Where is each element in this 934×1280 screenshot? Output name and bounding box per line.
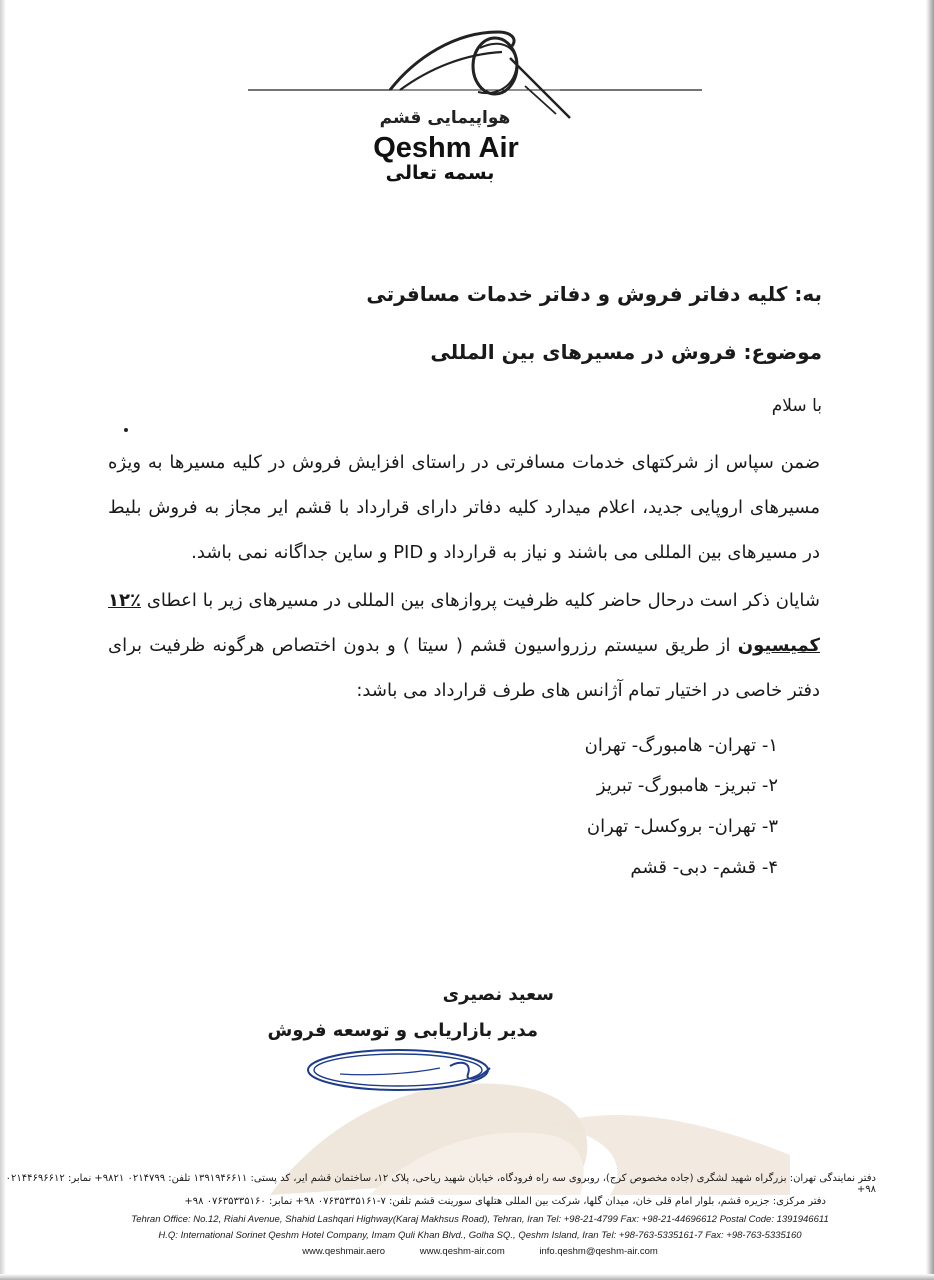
logo-farsi-text: هواپیمایی قشم bbox=[379, 108, 511, 128]
route-item: ۳- تهران- بروکسل- تهران bbox=[586, 816, 778, 837]
footer-link-aero[interactable]: www.qeshmair.aero bbox=[302, 1246, 386, 1257]
footer-hq-farsi: دفتر مرکزی: جزیره قشم، بلوار امام قلی خان، میدان گلها، شرکت بین المللی هتلهای سورینت قشم تلفن: ۷-۰۷۶۳۵۳۳۵۱۶۱ ۹۸+ نمابر: ۰۷۶۳۵۳۳۵۱۶۰ ۹۸+ bbox=[184, 1196, 826, 1207]
footer-links bbox=[100, 1246, 860, 1257]
scan-edge-bottom bbox=[0, 1274, 934, 1280]
route-item: ۲- تبریز- هامبورگ- تبریز bbox=[596, 775, 778, 796]
basmeh-heading: بسمه تعالی bbox=[385, 162, 495, 184]
handwritten-signature-icon bbox=[300, 1040, 530, 1100]
scan-edge-right bbox=[926, 0, 934, 1280]
body-paragraph-1: ضمن سپاس از شرکتهای خدمات مسافرتی در راستای افزایش فروش در کلیه مسیرها به ویژه مسیرهای اروپایی جدید، اعلام میدارد کلیه دفاتر دارای قرارداد با قشم ایر مجاز به فروش بلیط در مسیرهای بین المللی می باشند و نیاز به قرارداد و PID و ساین جداگانه نمی باشد. bbox=[108, 452, 820, 563]
paragraph-2-part-1: شایان ذکر است درحال حاضر کلیه ظرفیت پروازهای بین المللی در مسیرهای زیر با اعطای bbox=[146, 590, 820, 611]
footer-hq-english: H.Q: International Sorinet Qeshm Hotel Company, Imam Quli Khan Blvd., Golha SQ., Qeshm Island, Iran Tel: +98-763-5335161-7 Fax: +98-763-5335160 bbox=[158, 1230, 802, 1241]
paragraph-2-part-2: از طریق سیستم رزرواسیون قشم ( سیتا ) و بدون اختصاص هرگونه ظرفیت برای دفتر خاصی در اختیار تمام آژانس های طرف قرارداد می باشد: bbox=[108, 635, 820, 701]
footer-link-email[interactable]: info.qeshm@qeshm-air.com bbox=[539, 1246, 658, 1257]
recipient-line: به: کلیه دفاتر فروش و دفاتر خدمات مسافرتی bbox=[366, 282, 822, 306]
greeting: با سلام bbox=[771, 396, 822, 416]
logo-english-text: Qeshm Air bbox=[373, 132, 519, 164]
body-paragraph-2 bbox=[108, 578, 820, 713]
footer-tehran-english: Tehran Office: No.12, Riahi Avenue, Shahid Lashqari Highway(Karaj Makhsus Road), Tehran, Iran Tel: +98-21-4799 Fax: +98-21-44696612 Postal Code: 1391946611 bbox=[131, 1214, 829, 1225]
commission-highlight: ٪۱۲ کمیسیون bbox=[108, 590, 820, 656]
ink-dot bbox=[124, 428, 128, 432]
footer-tehran-farsi: دفتر نمایندگی تهران: بزرگراه شهید لشگری (جاده مخصوص کرج)، روبروی سه راه فرودگاه، خیابان شهید ریاحی، پلاک ۱۲، ساختمان قشم ایر، کد پستی: ۱۳۹۱۹۴۶۶۱۱ تلفن: ۰۲۱۴۷۹۹ ۹۸۲۱+ نمابر: ۰۲۱۴۴۶۹۶۶۱۲ ۹۸+ bbox=[5, 1173, 876, 1195]
subject-line: موضوع: فروش در مسیرهای بین المللی bbox=[430, 340, 822, 364]
route-item: ۴- قشم- دبی- قشم bbox=[630, 857, 778, 878]
signer-name: سعید نصیری bbox=[442, 984, 554, 1005]
signer-title: مدیر بازاریابی و توسعه فروش bbox=[267, 1020, 538, 1041]
scan-edge-left bbox=[0, 0, 6, 1280]
route-item: ۱- تهران- هامبورگ- تهران bbox=[584, 735, 778, 756]
footer-link-website[interactable]: www.qeshm-air.com bbox=[419, 1246, 505, 1257]
